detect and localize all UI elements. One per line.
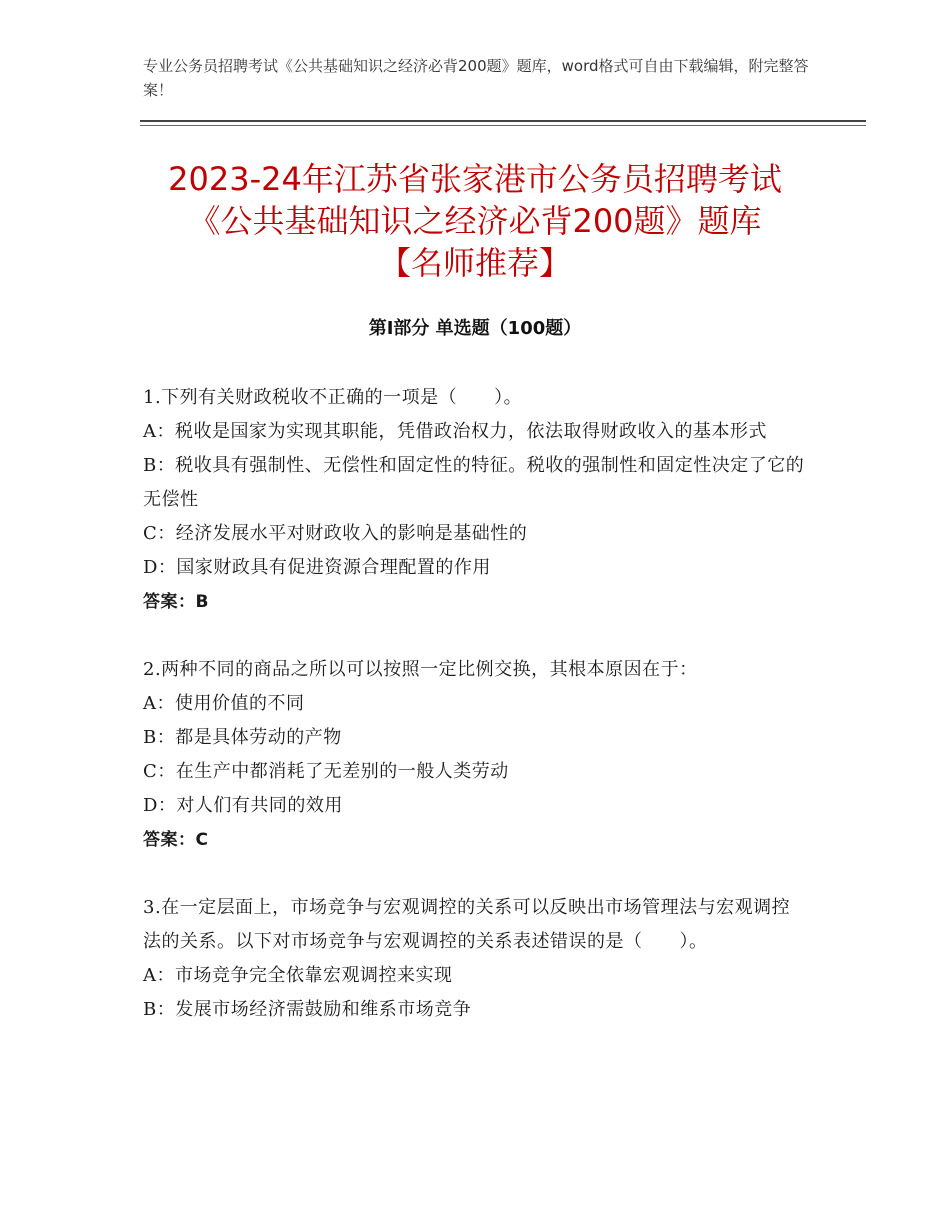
question-list <box>143 381 808 1061</box>
option-a: A：税收是国家为实现其职能，凭借政治权力，依法取得财政收入的基本形式 <box>143 421 767 442</box>
option-a: A：市场竞争完全依靠宏观调控来实现 <box>143 965 453 986</box>
option-a: A：使用价值的不同 <box>143 693 305 714</box>
answer: 答案：C <box>143 830 209 850</box>
question-stem: 1.下列有关财政税收不正确的一项是（ ）。 <box>143 387 523 408</box>
title-line-3: 【名师推荐】 <box>378 244 571 282</box>
question-1 <box>143 381 808 619</box>
option-b: B：税收具有强制性、无偿性和固定性的特征。税收的强制性和固定性决定了它的无偿性 <box>143 455 805 510</box>
section-heading: 第Ⅰ部分 单选题（100题） <box>368 318 582 339</box>
option-c: C：在生产中都消耗了无差别的一般人类劳动 <box>143 761 509 782</box>
header-rule <box>140 120 866 122</box>
header-rule-thin <box>140 125 866 126</box>
question-2 <box>143 653 808 857</box>
question-3 <box>143 891 808 1027</box>
option-d: D：对人们有共同的效用 <box>143 795 343 816</box>
title-line-1: 2023-24年江苏省张家港市公务员招聘考试 <box>168 160 782 198</box>
question-stem: 3.在一定层面上，市场竞争与宏观调控的关系可以反映出市场管理法与宏观调控法的关系。以下对市场竞争与宏观调控的关系表述错误的是（ ）。 <box>143 897 791 952</box>
option-b: B：都是具体劳动的产物 <box>143 727 342 748</box>
question-stem: 2.两种不同的商品之所以可以按照一定比例交换，其根本原因在于： <box>143 659 698 680</box>
option-c: C：经济发展水平对财政收入的影响是基础性的 <box>143 523 528 544</box>
document-title <box>110 158 840 284</box>
title-line-2: 《公共基础知识之经济必背200题》题库 <box>188 202 762 240</box>
answer: 答案：B <box>143 592 209 612</box>
option-d: D：国家财政具有促进资源合理配置的作用 <box>143 557 491 578</box>
option-b: B：发展市场经济需鼓励和维系市场竞争 <box>143 999 472 1020</box>
header-note: 专业公务员招聘考试《公共基础知识之经济必背200题》题库，word格式可自由下载编辑，附完整答案！ <box>143 57 809 99</box>
